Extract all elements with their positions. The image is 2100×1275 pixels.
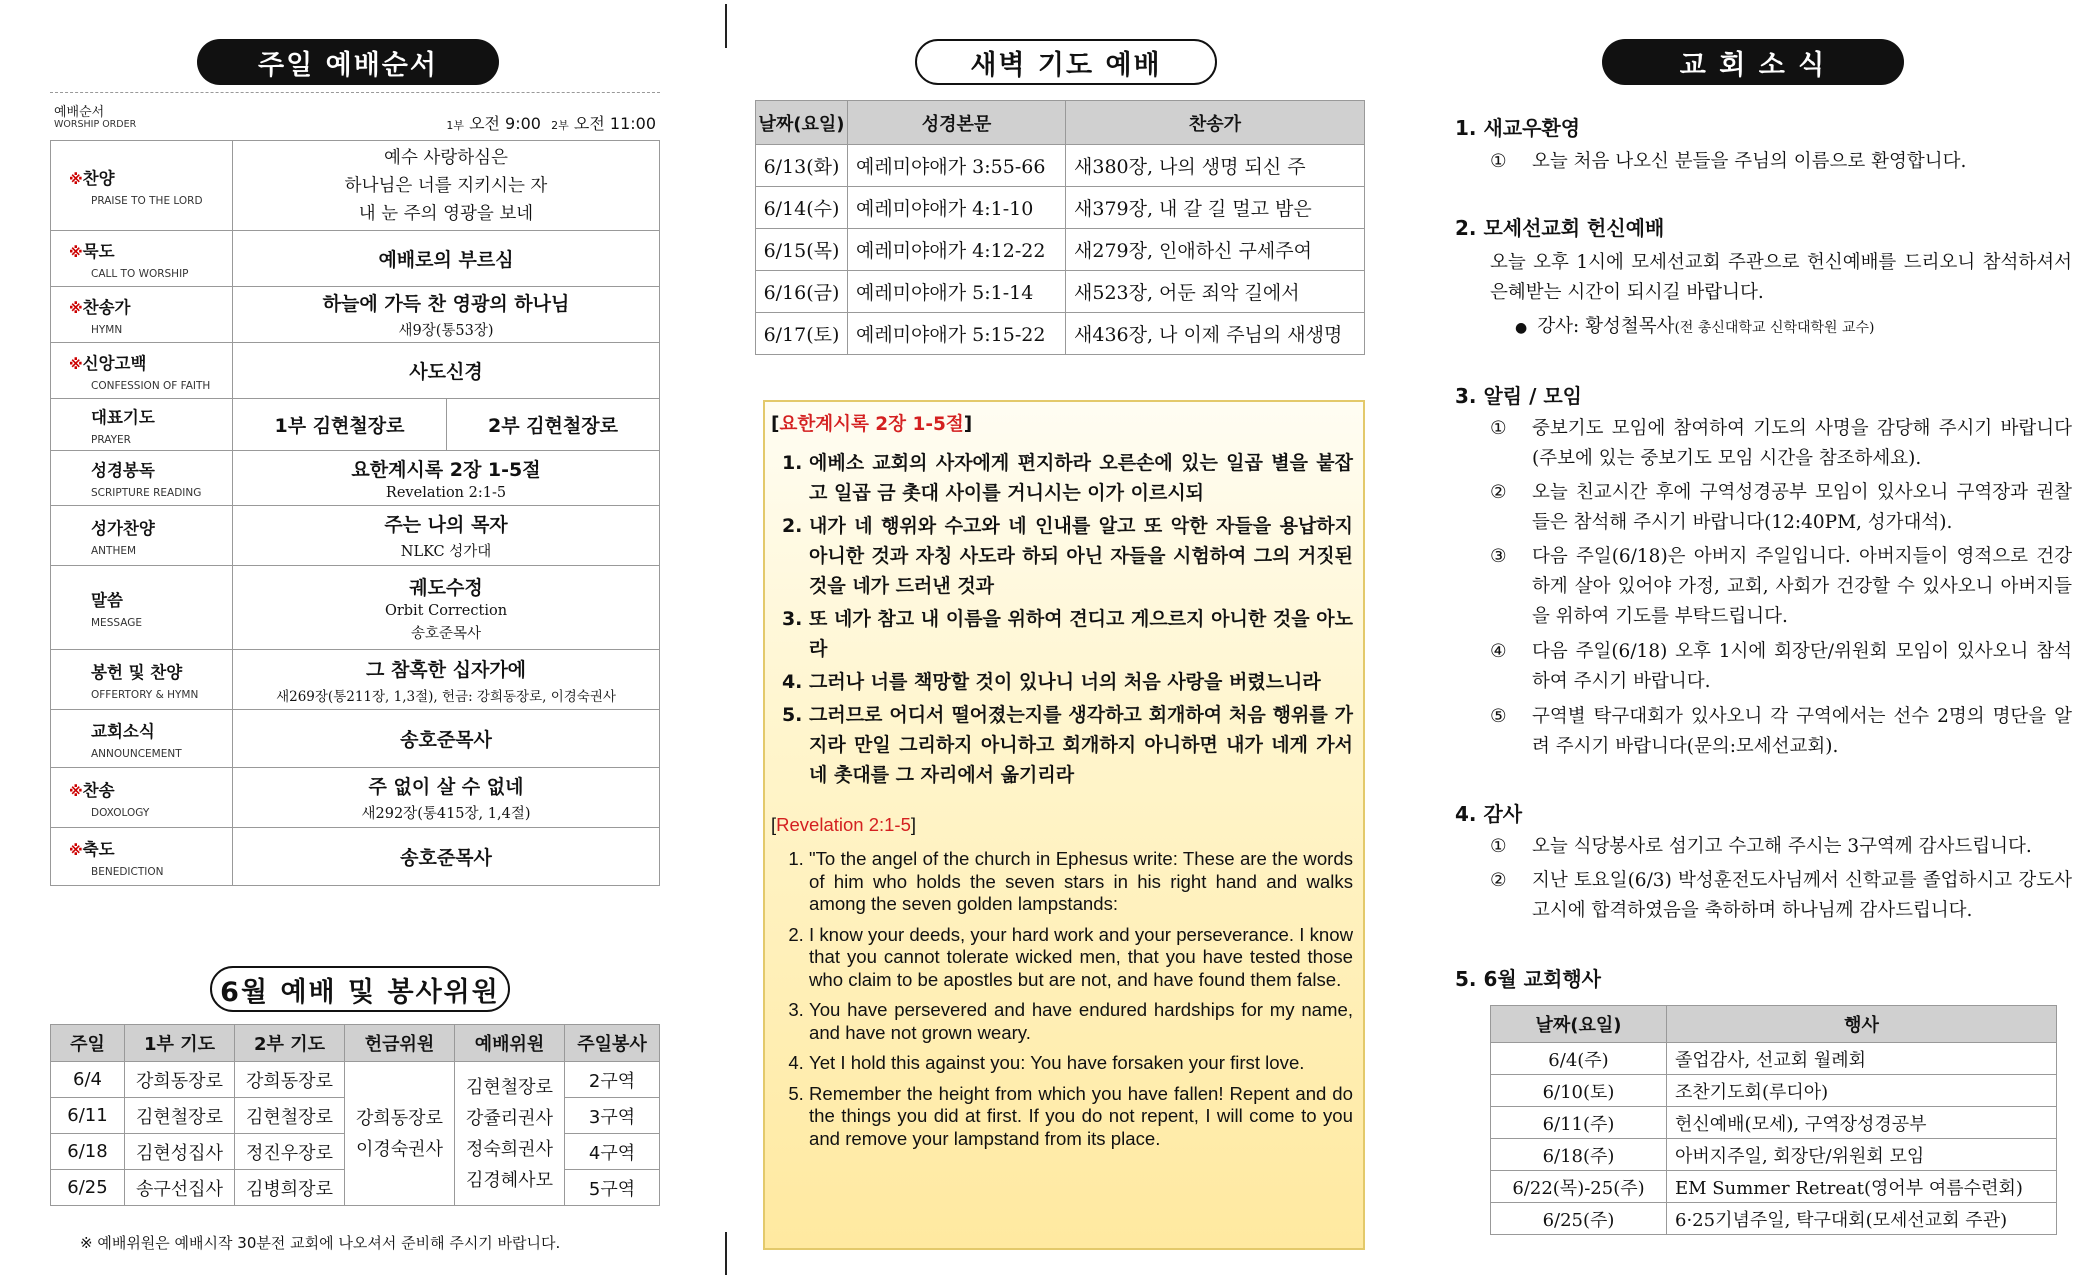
order-row xyxy=(51,566,660,650)
item-text: 오늘 친교시간 후에 구역성경공부 모임이 있사오니 구역장과 권찰들은 참석해 주시기 바랍니다(12:40PM, 성가대석). xyxy=(1532,482,2072,533)
dawn-row xyxy=(756,145,1365,187)
scripture-box xyxy=(763,400,1365,1250)
order-item-label: 찬송 xyxy=(82,780,115,800)
usher-member: 강쥴리권사 xyxy=(466,1107,553,1129)
committee-header-row xyxy=(51,1025,660,1062)
column-divider-bottom xyxy=(725,1232,727,1275)
event-date: 6/25(주) xyxy=(1491,1203,1667,1235)
order-row xyxy=(51,650,660,710)
news-item xyxy=(1490,147,2072,177)
event-row xyxy=(1491,1107,2057,1139)
section-title-welcome: 1. 새교우환영 xyxy=(1455,116,1581,140)
order-item-label: 축도 xyxy=(82,839,115,859)
item-number: ⑤ xyxy=(1490,706,1507,727)
committee-prayer2: 정진우장로 xyxy=(235,1134,345,1170)
service-times xyxy=(446,111,656,134)
order-item-label: 대표기도 xyxy=(91,407,155,427)
order-item-content: 요한계시록 2장 1-5절 xyxy=(351,459,541,481)
service2-tag: 2부 xyxy=(551,119,569,132)
dawn-hymn: 새436장, 나 이제 주님의 새생명 xyxy=(1066,313,1365,355)
praise-song: 예수 사랑하심은 xyxy=(384,147,508,168)
committee-serve: 2구역 xyxy=(565,1062,660,1098)
dawn-text: 예레미야애가 4:1-10 xyxy=(848,187,1066,229)
committee-date: 6/18 xyxy=(51,1134,125,1170)
event-date: 6/22(목)-25(주) xyxy=(1491,1171,1667,1203)
committee-prayer2: 김현철장로 xyxy=(235,1098,345,1134)
order-row xyxy=(51,710,660,768)
event-date: 6/10(토) xyxy=(1491,1075,1667,1107)
dawn-hymn: 새380장, 나의 생명 되신 주 xyxy=(1066,145,1365,187)
item-text: 구역별 탁구대회가 있사오니 각 구역에서는 선수 2명의 명단을 알려 주시기 바랍니다(문의:모세선교회). xyxy=(1532,706,2072,757)
dawn-header: 날짜(요일) xyxy=(756,101,848,145)
praise-song: 내 눈 주의 영광을 보네 xyxy=(358,203,534,224)
order-item-sub: NLKC 성가대 xyxy=(400,544,492,560)
dawn-prayer-column xyxy=(755,0,1365,1275)
order-label-en: WORSHIP ORDER xyxy=(54,119,137,130)
committee-prayer1: 김현철장로 xyxy=(125,1098,235,1134)
event-name: 졸업감사, 선교회 월례회 xyxy=(1667,1043,2057,1075)
item-number: ③ xyxy=(1490,546,1507,567)
scripture-ref-en-text: Revelation 2:1-5 xyxy=(776,814,911,835)
sermon-title: 궤도수정 xyxy=(409,576,483,599)
news-item xyxy=(1490,478,2072,538)
order-item-en: CONFESSION OF FAITH xyxy=(91,379,211,392)
star-mark: ※ xyxy=(69,300,83,317)
order-item-label: 신앙고백 xyxy=(82,353,147,373)
order-row xyxy=(51,828,660,886)
scripture-verses-en xyxy=(785,848,1353,1158)
order-item-content: 송호준목사 xyxy=(233,710,660,768)
order-row xyxy=(51,231,660,287)
prayer-service2: 2부 김현철장로 xyxy=(447,399,660,451)
order-row xyxy=(51,451,660,506)
verse-ko: 4. 그러나 너를 책망할 것이 있나니 너의 처음 사랑을 버렸느니라 xyxy=(809,667,1353,697)
devotion-text: 오늘 오후 1시에 모세선교회 주관으로 헌신예배를 드리오니 참석하셔서 은혜받는 시간이 되시길 바랍니다. xyxy=(1490,252,2072,303)
committee-table xyxy=(50,1024,660,1206)
committee-header: 주일봉사 xyxy=(565,1025,660,1062)
usher-committee xyxy=(455,1062,565,1206)
dawn-row xyxy=(756,229,1365,271)
offering-member: 강희동장로 xyxy=(356,1107,443,1129)
dawn-header-row xyxy=(756,101,1365,145)
scripture-ref-ko-text: 요한계시록 2장 1-5절 xyxy=(779,414,964,435)
item-number: ① xyxy=(1490,418,1507,439)
committee-header: 헌금위원 xyxy=(345,1025,455,1062)
event-name: 6·25기념주일, 탁구대회(모세선교회 주관) xyxy=(1667,1203,2057,1235)
news-item xyxy=(1490,414,2072,474)
event-name: 조찬기도회(루디아) xyxy=(1667,1075,2057,1107)
dawn-prayer-table xyxy=(755,100,1365,355)
events-table xyxy=(1490,1005,2057,1235)
item-text: 중보기도 모임에 참여하여 기도의 사명을 감당해 주시기 바랍니다(주보에 있는 중보기도 모임 시간을 참조하세요). xyxy=(1532,418,2072,469)
event-date: 6/18(주) xyxy=(1491,1139,1667,1171)
order-item-label: 봉헌 및 찬양 xyxy=(91,662,183,682)
item-text: 오늘 처음 나오신 분들을 주님의 이름으로 환영합니다. xyxy=(1532,151,1967,172)
dawn-date: 6/15(목) xyxy=(756,229,848,271)
order-item-en: HYMN xyxy=(91,323,123,336)
order-item-label: 찬송가 xyxy=(82,297,131,317)
dawn-header: 찬송가 xyxy=(1066,101,1365,145)
order-row xyxy=(51,506,660,566)
offering-member: 이경숙권사 xyxy=(356,1138,443,1160)
event-row xyxy=(1491,1171,2057,1203)
order-item-sub: 새292장(통415장, 1,4절) xyxy=(361,806,531,822)
verse-ko: 3. 또 네가 참고 내 이름을 위하여 견디고 게으르지 아니한 것을 아노라 xyxy=(809,604,1353,664)
committee-note: ※ 예배위원은 예배시작 30분전 교회에 나오셔서 준비해 주시기 바랍니다. xyxy=(80,1234,561,1252)
usher-member: 정숙희권사 xyxy=(466,1138,553,1160)
dawn-text: 예레미야애가 5:15-22 xyxy=(848,313,1066,355)
committee-prayer1: 강희동장로 xyxy=(125,1062,235,1098)
committee-title: 6월 예배 및 봉사위원 xyxy=(210,966,510,1012)
sermon-title-en: Orbit Correction xyxy=(384,602,508,619)
events-header: 날짜(요일) xyxy=(1491,1006,1667,1043)
item-number: ② xyxy=(1490,482,1507,503)
verse-en: 3. You have persevered and have endured hardships for my name, and have not grown weary. xyxy=(809,999,1353,1044)
preacher: 송호준목사 xyxy=(410,625,482,642)
star-mark: ※ xyxy=(69,356,83,373)
dawn-row xyxy=(756,313,1365,355)
dawn-header: 성경본문 xyxy=(848,101,1066,145)
service2-time: 오전 11:00 xyxy=(573,114,656,133)
dawn-date: 6/16(금) xyxy=(756,271,848,313)
dawn-row xyxy=(756,271,1365,313)
item-text: 다음 주일(6/18) 오후 1시에 회장단/위원회 모임이 있사오니 참석하여 주시기 바랍니다. xyxy=(1532,641,2072,692)
committee-date: 6/25 xyxy=(51,1170,125,1206)
event-row xyxy=(1491,1075,2057,1107)
item-text: 다음 주일(6/18)은 아버지 주일입니다. 아버지들이 영적으로 건강하게 살아 있어야 가정, 교회, 사회가 건강할 수 있사오니 아버지들을 위하여 기도를 부탁드립니다. xyxy=(1532,546,2072,627)
committee-prayer2: 강희동장로 xyxy=(235,1062,345,1098)
order-item-sub: Revelation 2:1-5 xyxy=(385,485,507,501)
committee-serve: 5구역 xyxy=(565,1170,660,1206)
praise-song: 하나님은 너를 지키시는 자 xyxy=(344,175,548,196)
bullet-icon: ● xyxy=(1515,320,1528,336)
dawn-hymn: 새279장, 인애하신 구세주여 xyxy=(1066,229,1365,271)
scripture-verses-ko xyxy=(785,448,1353,793)
news-item xyxy=(1490,832,2072,862)
column-divider-top xyxy=(725,4,727,48)
order-item-content: 예배로의 부르심 xyxy=(233,231,660,287)
item-number: ① xyxy=(1490,836,1507,857)
star-mark: ※ xyxy=(69,244,83,261)
order-item-content: 하늘에 가득 찬 영광의 하나님 xyxy=(322,293,570,315)
offering-committee xyxy=(345,1062,455,1206)
service1-time: 오전 9:00 xyxy=(469,114,541,133)
dawn-prayer-title: 새벽 기도 예배 xyxy=(915,39,1217,85)
order-row xyxy=(51,287,660,343)
dawn-date: 6/14(수) xyxy=(756,187,848,229)
verse-ko: 1. 에베소 교회의 사자에게 편지하라 오른손에 있는 일곱 별을 붙잡고 일곱 금 촛대 사이를 거니시는 이가 이르시되 xyxy=(809,448,1353,508)
committee-serve: 4구역 xyxy=(565,1134,660,1170)
committee-header: 1부 기도 xyxy=(125,1025,235,1062)
order-item-content: 송호준목사 xyxy=(233,828,660,886)
usher-member: 김현철장로 xyxy=(466,1076,553,1098)
church-news-column xyxy=(1455,0,2075,1275)
speaker-line xyxy=(1515,312,2075,343)
section-title-thanks: 4. 감사 xyxy=(1455,802,1523,826)
item-number: ④ xyxy=(1490,641,1507,662)
verse-ko: 2. 내가 네 행위와 수고와 네 인내를 알고 또 악한 자들을 용납하지 아니한 것과 자칭 사도라 하되 아닌 자들을 시험하여 그의 거짓된 것을 네가 드러낸 것과 xyxy=(809,511,1353,601)
event-name: 헌신예배(모세), 구역장성경공부 xyxy=(1667,1107,2057,1139)
prayer-service1: 1부 김현철장로 xyxy=(233,399,447,451)
worship-column xyxy=(50,0,660,1275)
order-item-content: 주 없이 살 수 없네 xyxy=(368,776,524,798)
events-header-row xyxy=(1491,1006,2057,1043)
order-item-content: 사도신경 xyxy=(233,343,660,399)
committee-date: 6/4 xyxy=(51,1062,125,1098)
order-item-en: DOXOLOGY xyxy=(91,806,150,819)
order-item-en: ANNOUNCEMENT xyxy=(91,747,182,760)
order-item-sub: 새9장(통53장) xyxy=(398,323,494,339)
order-item-en: ANTHEM xyxy=(91,544,137,557)
committee-header: 예배위원 xyxy=(455,1025,565,1062)
section-title-notice: 3. 알림 / 모임 xyxy=(1455,384,1582,408)
speaker: 강사: 황성철목사 xyxy=(1537,316,1675,337)
order-item-en: PRAISE TO THE LORD xyxy=(91,194,203,207)
committee-header: 2부 기도 xyxy=(235,1025,345,1062)
committee-prayer1: 송구선집사 xyxy=(125,1170,235,1206)
order-row xyxy=(51,768,660,828)
star-mark: ※ xyxy=(69,783,83,800)
item-number: ① xyxy=(1490,151,1507,172)
dawn-text: 예레미야애가 3:55-66 xyxy=(848,145,1066,187)
order-item-en: MESSAGE xyxy=(91,616,142,629)
order-row xyxy=(51,141,660,231)
committee-prayer2: 김병희장로 xyxy=(235,1170,345,1206)
verse-en: 2. I know your deeds, your hard work and your perseverance. I know that you cannot tolerate wicked men, that you have tested those who claim to be apostles but are not, and have found them false. xyxy=(809,924,1353,992)
scripture-ref-en: [Revelation 2:1-5] xyxy=(771,814,917,835)
dawn-hymn: 새379장, 내 갈 길 멀고 밤은 xyxy=(1066,187,1365,229)
order-item-label: 성경봉독 xyxy=(91,461,155,480)
dawn-row xyxy=(756,187,1365,229)
order-item-label: 성가찬양 xyxy=(91,518,155,538)
dawn-text: 예레미야애가 4:12-22 xyxy=(848,229,1066,271)
committee-serve: 3구역 xyxy=(565,1098,660,1134)
item-number: ② xyxy=(1490,870,1507,891)
order-item-content: 그 참혹한 십자가에 xyxy=(365,658,527,681)
order-label-ko: 예배순서 xyxy=(54,105,105,120)
committee-row xyxy=(51,1062,660,1098)
order-row xyxy=(51,399,660,451)
service1-tag: 1부 xyxy=(446,119,464,132)
star-mark: ※ xyxy=(69,842,83,859)
order-item-en: OFFERTORY & HYMN xyxy=(91,688,199,701)
news-item xyxy=(1490,702,2072,762)
event-name: 아버지주일, 회장단/위원회 모임 xyxy=(1667,1139,2057,1171)
order-item-label: 교회소식 xyxy=(91,721,155,741)
order-item-en: PRAYER xyxy=(91,433,131,446)
news-item xyxy=(1490,637,2072,697)
scripture-ref-ko: [요한계시록 2장 1-5절] xyxy=(771,414,973,435)
section-title-devotion: 2. 모세선교회 헌신예배 xyxy=(1455,216,1665,240)
event-row xyxy=(1491,1139,2057,1171)
verse-ko: 5. 그러므로 어디서 떨어졌는지를 생각하고 회개하여 처음 행위를 가지라 만일 그리하지 아니하고 회개하지 아니하면 내가 네게 가서 네 촛대를 그 자리에서 옮기리라 xyxy=(809,700,1353,790)
news-item xyxy=(1490,542,2072,632)
worship-order-table xyxy=(50,140,660,886)
committee-header: 주일 xyxy=(51,1025,125,1062)
dawn-date: 6/13(화) xyxy=(756,145,848,187)
dawn-text: 예레미야애가 5:1-14 xyxy=(848,271,1066,313)
committee-date: 6/11 xyxy=(51,1098,125,1134)
order-item-label: 말씀 xyxy=(91,590,123,610)
item-text: 오늘 식당봉사로 섬기고 수고해 주시는 3구역께 감사드립니다. xyxy=(1532,836,2032,857)
verse-en: 4. Yet I hold this against you: You have forsaken your first love. xyxy=(809,1052,1353,1075)
worship-order-header xyxy=(50,92,660,138)
order-row xyxy=(51,343,660,399)
speaker-note: (전 총신대학교 신학대학원 교수) xyxy=(1674,320,1875,336)
verse-en: 1. "To the angel of the church in Ephesus write: These are the words of him who holds the seven stars in his right hand and walks among the seven golden lampstands: xyxy=(809,848,1353,916)
church-news-title: 교 회 소 식 xyxy=(1602,39,1904,85)
events-header: 행사 xyxy=(1667,1006,2057,1043)
section-title-events: 5. 6월 교회행사 xyxy=(1455,967,1601,991)
worship-order-title: 주일 예배순서 xyxy=(197,39,499,85)
event-row xyxy=(1491,1043,2057,1075)
order-item-label: 묵도 xyxy=(82,241,115,261)
news-item xyxy=(1490,866,2072,926)
order-item-en: BENEDICTION xyxy=(91,865,164,878)
event-name: EM Summer Retreat(영어부 여름수련회) xyxy=(1667,1171,2057,1203)
order-item-content: 주는 나의 목자 xyxy=(384,514,508,536)
usher-member: 김경혜사모 xyxy=(466,1169,553,1191)
order-item-label: 찬양 xyxy=(82,168,115,188)
committee-prayer1: 김현성집사 xyxy=(125,1134,235,1170)
event-date: 6/11(주) xyxy=(1491,1107,1667,1139)
verse-en: 5. Remember the height from which you have fallen! Repent and do the things you did at first. If you do not repent, I will come to you and remove your lampstand from its place. xyxy=(809,1083,1353,1151)
dawn-hymn: 새523장, 어둔 죄악 길에서 xyxy=(1066,271,1365,313)
order-item-sub: 새269장(통211장, 1,3절), 헌금: 강희동장로, 이경숙권사 xyxy=(276,688,616,705)
event-date: 6/4(주) xyxy=(1491,1043,1667,1075)
star-mark: ※ xyxy=(69,171,83,188)
order-item-en: CALL TO WORSHIP xyxy=(91,267,189,280)
order-item-en: SCRIPTURE READING xyxy=(91,487,202,499)
event-row xyxy=(1491,1203,2057,1235)
item-text: 지난 토요일(6/3) 박성훈전도사님께서 신학교를 졸업하시고 강도사 고시에 합격하였음을 축하하며 하나님께 감사드립니다. xyxy=(1532,870,2072,921)
dawn-date: 6/17(토) xyxy=(756,313,848,355)
